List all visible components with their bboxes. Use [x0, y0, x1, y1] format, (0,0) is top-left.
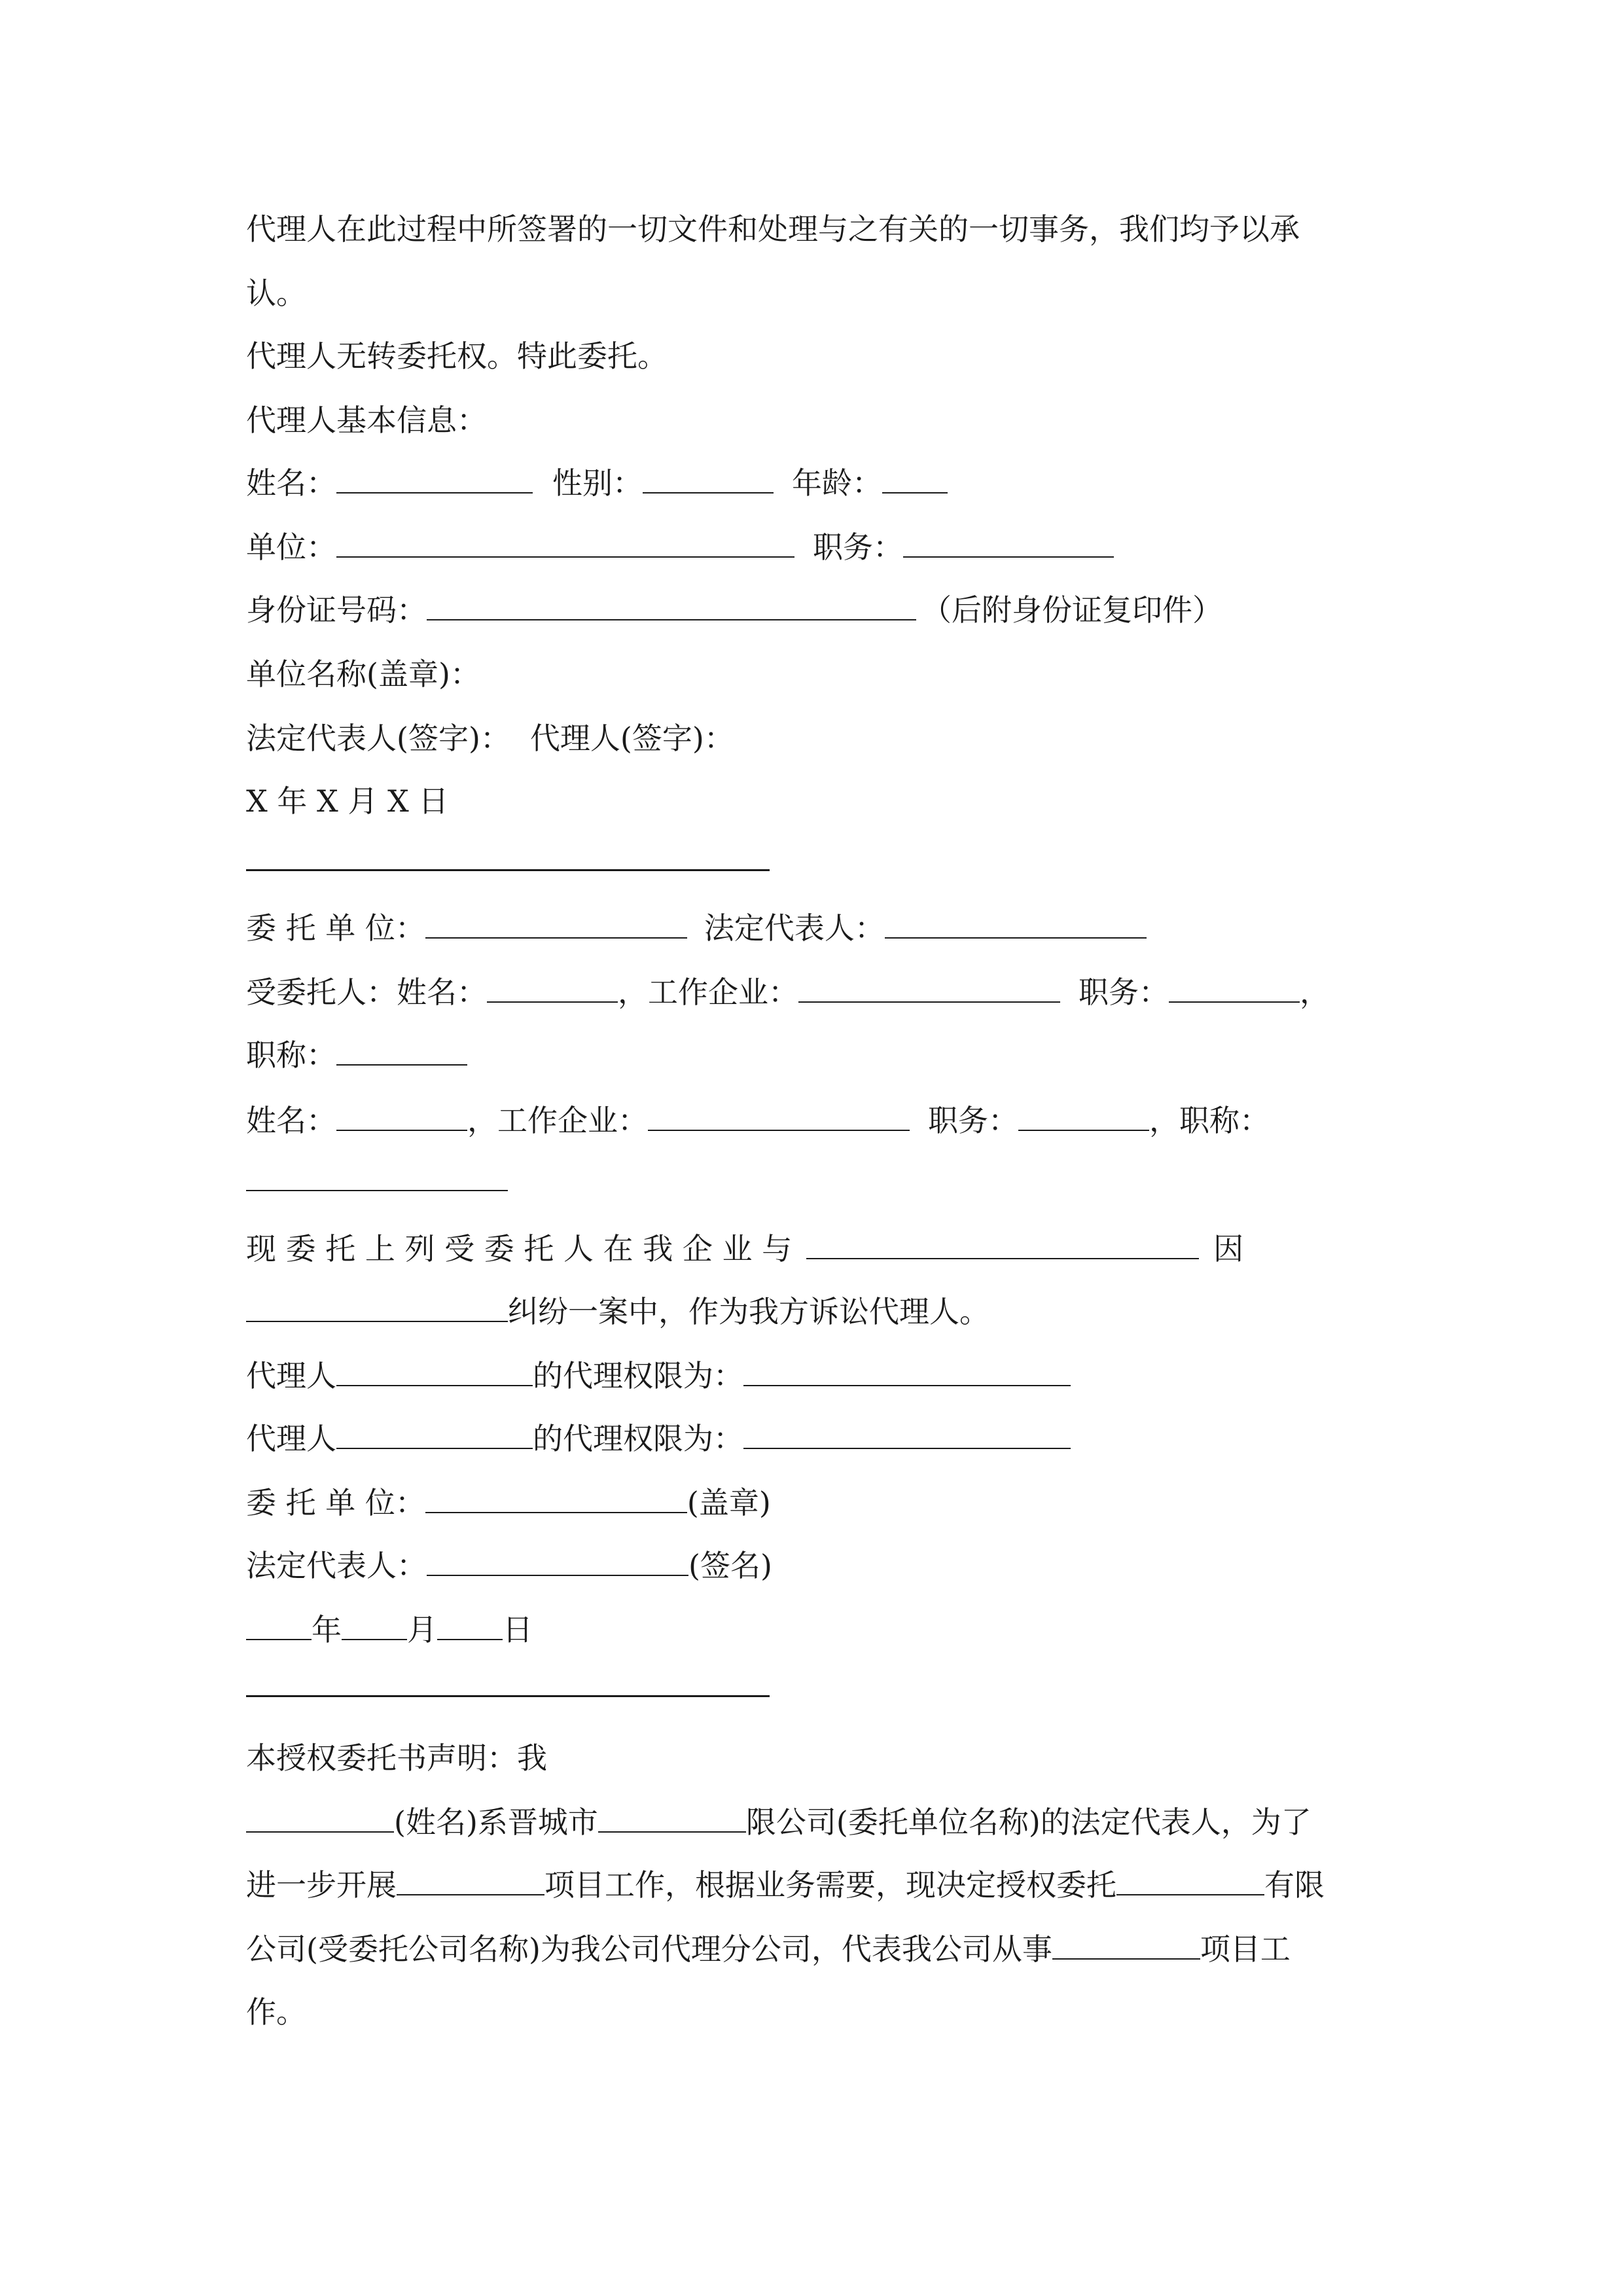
text: 限公司(委托单位名称)的法定代表人，为了: [745, 1804, 1311, 1840]
form-row-title: [246, 1034, 1378, 1076]
label: 年龄：: [792, 465, 882, 501]
trustee-company-blank[interactable]: [1116, 1868, 1264, 1895]
legal-rep-blank[interactable]: [427, 1549, 688, 1576]
post-blank[interactable]: [1169, 975, 1300, 1003]
form-row-trustee-2: [246, 1100, 1378, 1141]
text: 本授权委托书声明：我: [246, 1740, 547, 1776]
label: 职务：: [813, 529, 903, 565]
text: 纠纷一案中，作为我方诉讼代理人。: [508, 1294, 990, 1329]
paragraph-line: [246, 335, 1378, 377]
separator-line: [246, 1695, 770, 1697]
text: 项目工: [1200, 1931, 1291, 1967]
form-row-sign: [246, 1545, 1378, 1587]
text: 法定代表人(签字)：: [246, 721, 510, 756]
comma: ，: [1149, 1103, 1179, 1138]
label: 的代理权限为：: [533, 1358, 743, 1393]
paragraph-line: [246, 1864, 1378, 1906]
dispute-blank[interactable]: [246, 1295, 508, 1322]
separator-line: [246, 869, 770, 871]
comma: ，: [467, 1103, 497, 1138]
label: 代理人: [246, 1421, 336, 1456]
label: 单位：: [246, 529, 336, 565]
authority-blank[interactable]: [743, 1359, 1071, 1386]
label: 职称：: [1179, 1103, 1270, 1138]
project-blank[interactable]: [397, 1868, 544, 1895]
label: 姓名：: [246, 465, 336, 501]
form-row-seal: [246, 1482, 1378, 1524]
entrust-unit-blank[interactable]: [425, 1486, 687, 1513]
month-blank[interactable]: [342, 1613, 407, 1640]
project-blank[interactable]: [1052, 1932, 1200, 1960]
text: 年: [312, 1612, 342, 1647]
paragraph-line: [246, 272, 1378, 314]
label: 身份证号码：: [246, 592, 427, 628]
text: 作。: [246, 1994, 306, 2030]
label: 职务：: [1079, 975, 1169, 1010]
form-row-authority-1: [246, 1355, 1378, 1397]
text: 认。: [246, 276, 306, 311]
legal-rep-blank[interactable]: [885, 911, 1147, 939]
agent-name-blank[interactable]: [336, 1359, 533, 1386]
label: 工作企业：: [648, 975, 798, 1010]
label: 的代理权限为：: [533, 1421, 743, 1456]
paragraph-line: [246, 1801, 1378, 1843]
label: 姓名：: [246, 1103, 336, 1138]
note: （后附身份证复印件）: [921, 592, 1222, 628]
label: 工作企业：: [497, 1103, 648, 1138]
label: 法定代表人：: [704, 910, 885, 946]
paragraph-line: [246, 1228, 1378, 1270]
text: (姓名)系晋城市: [394, 1804, 598, 1840]
paragraph-line: [246, 1991, 1378, 2033]
day-blank[interactable]: [437, 1613, 503, 1640]
section-heading: [246, 399, 1378, 441]
comma: ，: [618, 975, 648, 1010]
paragraph-line: [246, 653, 1378, 695]
trustee-name-blank[interactable]: [487, 975, 618, 1003]
label: 职称：: [246, 1037, 336, 1073]
paragraph-line: [246, 1291, 1378, 1333]
label: 职务：: [928, 1103, 1018, 1138]
text: 进一步开展: [246, 1867, 397, 1903]
text: X 年 X 月 X 日: [246, 783, 449, 819]
label: 法定代表人：: [246, 1548, 427, 1583]
name-blank[interactable]: [336, 466, 533, 493]
year-blank[interactable]: [246, 1613, 312, 1640]
text: 单位名称(盖章)：: [246, 656, 480, 692]
section-heading: [246, 1737, 1378, 1779]
age-blank[interactable]: [882, 466, 948, 493]
form-row-entrust-unit: [246, 907, 1378, 949]
text: 因: [1213, 1231, 1244, 1266]
text: 现 委 托 上 列 受 委 托 人 在 我 企 业 与: [246, 1231, 793, 1266]
text: 代理人在此过程中所签署的一切文件和处理与之有关的一切事务，我们均予以承: [246, 211, 1300, 247]
post-blank[interactable]: [903, 530, 1114, 558]
form-row-authority-2: [246, 1418, 1378, 1460]
text: 日: [503, 1612, 533, 1647]
name-blank[interactable]: [336, 1103, 467, 1131]
note: (签名): [688, 1548, 772, 1583]
text: 代理人基本信息：: [246, 403, 487, 438]
entrust-unit-blank[interactable]: [425, 911, 687, 939]
form-row-title-blank: [246, 1160, 1378, 1202]
label: 受委托人：姓名：: [246, 975, 487, 1010]
id-blank[interactable]: [427, 593, 916, 620]
label: 委 托 单 位：: [246, 1485, 425, 1520]
comma: ，: [1300, 975, 1330, 1010]
paragraph-line: [246, 1928, 1378, 1970]
signature-row: [246, 717, 1378, 759]
title-blank[interactable]: [336, 1038, 467, 1066]
agent-name-blank[interactable]: [336, 1422, 533, 1449]
gender-blank[interactable]: [643, 466, 774, 493]
text: 代理人无转委托权。特此委托。: [246, 338, 668, 374]
work-company-blank[interactable]: [648, 1103, 910, 1131]
unit-blank[interactable]: [336, 530, 794, 558]
paragraph-line: [246, 208, 1378, 250]
opponent-blank[interactable]: [806, 1232, 1199, 1259]
form-row-unit: [246, 526, 1378, 568]
date-line: [246, 780, 1378, 822]
text: 有限: [1264, 1867, 1325, 1903]
label: 委 托 单 位：: [246, 910, 425, 946]
post-blank[interactable]: [1018, 1103, 1149, 1131]
form-row-name: [246, 462, 1378, 504]
title-blank[interactable]: [246, 1164, 508, 1191]
authority-blank[interactable]: [743, 1422, 1071, 1449]
name-blank[interactable]: [246, 1805, 394, 1833]
label: 代理人: [246, 1358, 336, 1393]
form-row-trustee: [246, 971, 1378, 1013]
text: 公司(受委托公司名称)为我公司代理分公司，代表我公司从事: [246, 1931, 1052, 1967]
date-line: [246, 1609, 1378, 1651]
label: 性别：: [552, 465, 643, 501]
note: (盖章): [687, 1485, 771, 1520]
work-company-blank[interactable]: [798, 975, 1060, 1003]
text: 月: [407, 1612, 437, 1647]
text: 项目工作，根据业务需要，现决定授权委托: [544, 1867, 1116, 1903]
text: 代理人(签字)：: [529, 721, 734, 756]
form-row-id: [246, 589, 1378, 631]
company-blank[interactable]: [598, 1805, 746, 1833]
